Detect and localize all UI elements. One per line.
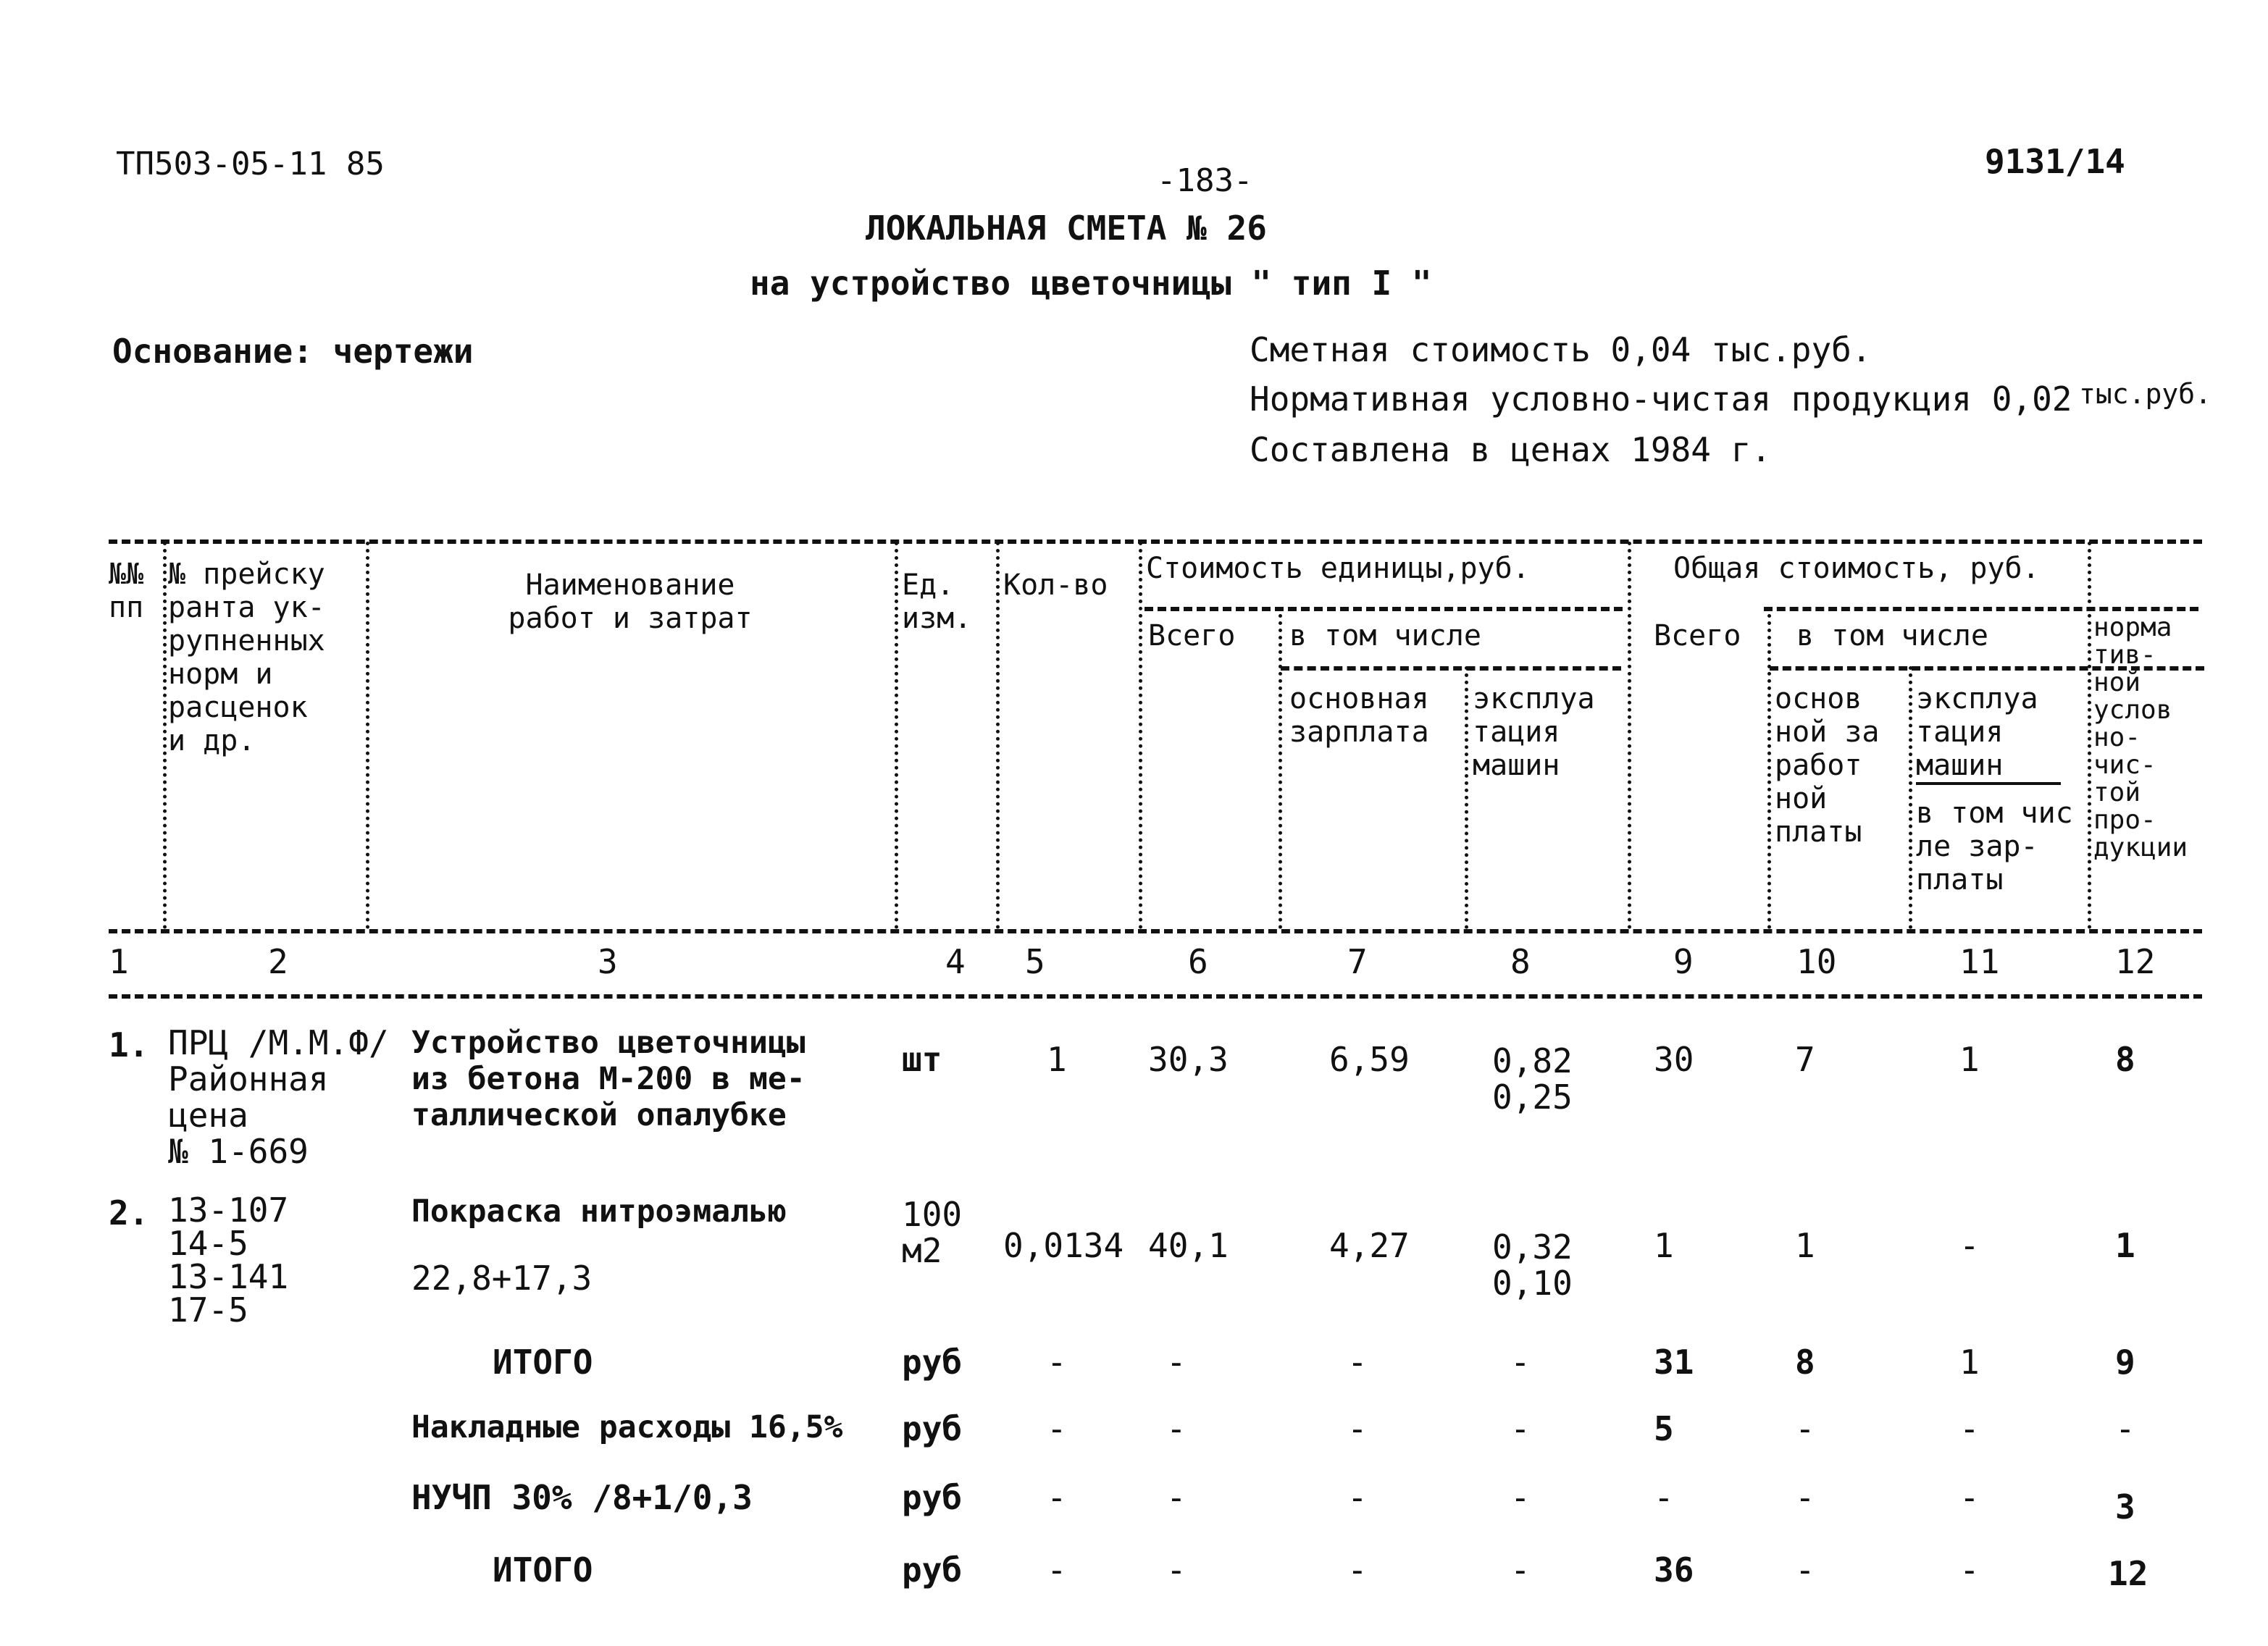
row-total-wage: 7 xyxy=(1795,1040,1815,1079)
col-divider-11 xyxy=(2088,542,2091,929)
summary-unit-wage: - xyxy=(1347,1550,1368,1590)
col-number: 12 xyxy=(2115,942,2156,981)
col-divider-6 xyxy=(1279,607,1282,929)
summary-unit-wage: - xyxy=(1347,1343,1368,1382)
summary-quantity: - xyxy=(1047,1550,1067,1590)
summary-unit: руб xyxy=(902,1409,963,1448)
header-total-cost-group: Общая стоимость, руб. xyxy=(1673,552,2040,585)
col-divider-10 xyxy=(1909,666,1912,929)
col-number: 11 xyxy=(1959,942,2000,981)
col-number: 4 xyxy=(945,942,966,981)
prices-year: Составлена в ценах 1984 г. xyxy=(1250,430,1772,469)
header-work-name: Наименование работ и затрат xyxy=(508,568,753,635)
col-divider-3 xyxy=(895,542,898,929)
summary-total-machine: - xyxy=(1959,1478,1980,1517)
row-unit-wage: 4,27 xyxy=(1329,1226,1410,1265)
col-divider-5 xyxy=(1139,542,1142,929)
row-total-machine: - xyxy=(1959,1226,1980,1265)
document-code: ТП503-05-11 85 xyxy=(116,146,385,182)
summary-unit-total: - xyxy=(1166,1343,1187,1382)
col-divider-4 xyxy=(996,542,1000,929)
col-divider-2 xyxy=(366,542,369,929)
col-number: 2 xyxy=(268,942,288,981)
summary-unit-total: - xyxy=(1166,1550,1187,1590)
row-total: 30 xyxy=(1654,1040,1694,1079)
row-total: 1 xyxy=(1654,1226,1674,1265)
normative-product-unit: тыс.руб. xyxy=(2079,378,2212,410)
header-total-subgroup: в том числе xyxy=(1796,619,1988,652)
table-top-line xyxy=(109,539,2202,544)
row-quantity: 1 xyxy=(1047,1040,1067,1079)
col-divider-1 xyxy=(163,542,167,929)
summary-unit: руб xyxy=(902,1478,963,1517)
summary-label: НУЧП 30% /8+1/0,3 xyxy=(411,1478,753,1517)
summary-total-wage: - xyxy=(1795,1409,1815,1448)
summary-total: 31 xyxy=(1654,1343,1694,1382)
unit-subgroup-line xyxy=(1281,666,1621,671)
summary-total-wage: 8 xyxy=(1795,1343,1815,1382)
header-net-product: норма тив- ной услов но- чис- той про- дукции xyxy=(2093,613,2188,862)
summary-unit-total: - xyxy=(1166,1478,1187,1517)
summary-label: ИТОГО xyxy=(493,1550,593,1590)
summary-unit: руб xyxy=(902,1343,963,1382)
row-price-ref: 13-107 14-5 13-141 17-5 xyxy=(168,1191,289,1330)
unit-group-line xyxy=(1145,607,1623,611)
row-work-name-formula: 22,8+17,3 xyxy=(411,1259,593,1298)
summary-total: - xyxy=(1654,1478,1674,1517)
row-work-name: Устройство цветочницы из бетона М-200 в ме- таллической опалубке xyxy=(411,1025,805,1133)
header-bottom-line xyxy=(109,929,2202,933)
header-price-list-ref: № прейску ранта ук- рупненных норм и расценок и др. xyxy=(168,558,325,757)
row-work-name: Покраска нитроэмалью xyxy=(411,1193,787,1230)
summary-unit-wage: - xyxy=(1347,1409,1368,1448)
summary-total-wage: - xyxy=(1795,1550,1815,1590)
summary-unit-machine: - xyxy=(1510,1478,1531,1517)
col-number: 9 xyxy=(1673,942,1694,981)
summary-total-wage: - xyxy=(1795,1478,1815,1517)
header-unit-machine: эксплуа тация машин xyxy=(1473,682,1595,782)
machine-underline xyxy=(1916,782,2061,785)
col-divider-7 xyxy=(1465,666,1468,929)
page-number: -183- xyxy=(1157,162,1253,199)
col-number: 10 xyxy=(1796,942,1837,981)
row-unit: 100 м2 xyxy=(902,1195,963,1270)
col-divider-8 xyxy=(1628,542,1631,929)
estimate-subtitle: на устройство цветочницы " тип I " xyxy=(750,264,1432,303)
summary-total-machine: - xyxy=(1959,1409,1980,1448)
summary-net-product: 12 xyxy=(2108,1554,2148,1593)
header-total: Всего xyxy=(1654,619,1741,652)
col-number: 8 xyxy=(1510,942,1531,981)
summary-net-product: - xyxy=(2115,1409,2135,1448)
row-quantity: 0,0134 xyxy=(1003,1226,1124,1265)
row-price-ref: ПРЦ /М.М.Ф/ Районная цена № 1-669 xyxy=(168,1023,389,1171)
summary-unit: руб xyxy=(902,1550,963,1590)
summary-quantity: - xyxy=(1047,1343,1067,1382)
col-divider-9 xyxy=(1767,607,1771,929)
summary-unit-machine: - xyxy=(1510,1550,1531,1590)
col-number: 7 xyxy=(1347,942,1368,981)
numbers-bottom-line xyxy=(109,994,2202,999)
row-total-machine: 1 xyxy=(1959,1040,1980,1079)
col-number: 5 xyxy=(1025,942,1045,981)
summary-quantity: - xyxy=(1047,1409,1067,1448)
estimated-cost: Сметная стоимость 0,04 тыс.руб. xyxy=(1250,330,1872,369)
summary-unit-machine: - xyxy=(1510,1343,1531,1382)
row-unit-wage: 6,59 xyxy=(1329,1040,1410,1079)
summary-total-machine: - xyxy=(1959,1550,1980,1590)
estimate-title: ЛОКАЛЬНАЯ СМЕТА № 26 xyxy=(866,209,1267,248)
summary-label: ИТОГО xyxy=(493,1343,593,1382)
estimate-basis: Основание: чертежи xyxy=(112,332,474,371)
row-number: 2. xyxy=(109,1193,149,1233)
header-row-number: №№ пп xyxy=(109,558,144,624)
summary-unit-machine: - xyxy=(1510,1409,1531,1448)
header-unit-total: Всего xyxy=(1148,619,1236,652)
header-unit-wage: основная зарплата xyxy=(1289,682,1429,749)
row-number: 1. xyxy=(109,1025,149,1065)
normative-product: Нормативная условно-чистая продукция 0,02 xyxy=(1250,379,2072,419)
summary-total-machine: 1 xyxy=(1959,1343,1980,1382)
summary-net-product: 9 xyxy=(2115,1343,2135,1382)
header-unit: Ед. изм. xyxy=(902,568,972,635)
col-number: 1 xyxy=(109,942,129,981)
row-unit-total: 30,3 xyxy=(1148,1040,1229,1079)
summary-quantity: - xyxy=(1047,1478,1067,1517)
row-unit: шт xyxy=(902,1040,942,1079)
summary-unit-total: - xyxy=(1166,1409,1187,1448)
total-group-line xyxy=(1764,607,2198,611)
row-net-product: 1 xyxy=(2115,1226,2135,1265)
col-number: 6 xyxy=(1188,942,1208,981)
header-unit-subgroup: в том числе xyxy=(1289,619,1481,652)
row-net-product: 8 xyxy=(2115,1040,2135,1079)
row-unit-total: 40,1 xyxy=(1148,1226,1229,1265)
summary-unit-wage: - xyxy=(1347,1478,1368,1517)
summary-net-product: 3 xyxy=(2115,1487,2135,1527)
header-total-wage: основ ной за работ ной платы xyxy=(1775,682,1880,849)
header-total-machine-wage: в том чис ле зар- платы xyxy=(1916,797,2073,897)
header-total-machine: эксплуа тация машин xyxy=(1916,682,2038,782)
archive-number: 9131/14 xyxy=(1985,142,2125,181)
col-number: 3 xyxy=(598,942,618,981)
summary-total: 36 xyxy=(1654,1550,1694,1590)
row-unit-machine: 0,32 0,10 xyxy=(1492,1227,1573,1303)
row-total-wage: 1 xyxy=(1795,1226,1815,1265)
header-unit-cost-group: Стоимость единицы,руб. xyxy=(1146,552,1530,585)
header-quantity: Кол-во xyxy=(1003,568,1108,602)
summary-total: 5 xyxy=(1654,1409,1674,1448)
row-unit-machine: 0,82 0,25 xyxy=(1492,1041,1573,1117)
summary-label: Накладные расходы 16,5% xyxy=(411,1409,843,1445)
